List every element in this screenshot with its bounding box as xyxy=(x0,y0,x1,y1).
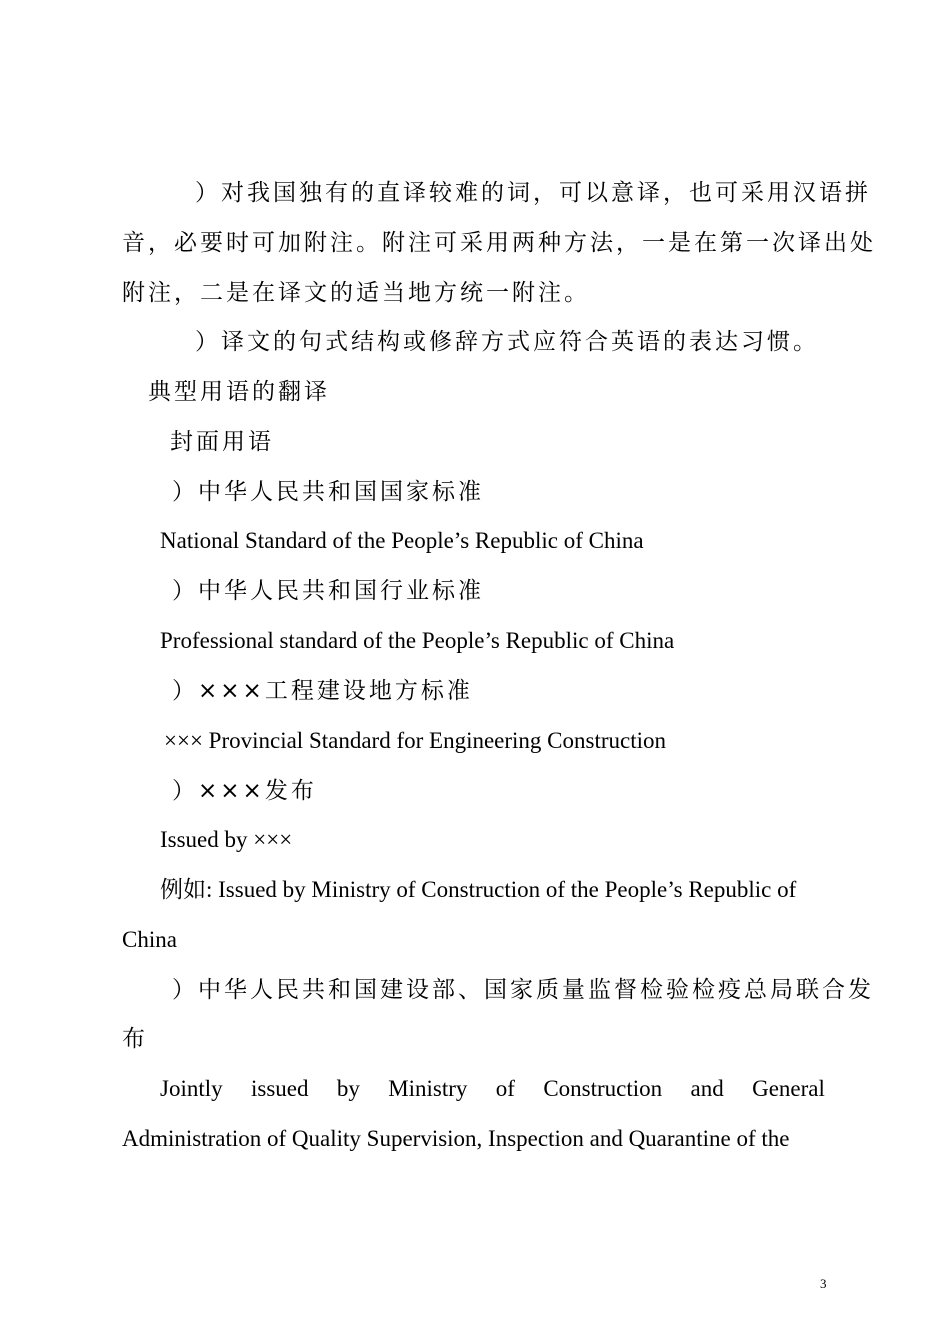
list-item-en: Issued by ××× xyxy=(160,827,293,852)
word: of xyxy=(495,1076,515,1101)
list-item-cn: ）中华人民共和国国家标准 xyxy=(172,479,484,505)
list-item-cn: ）×××工程建设地方标准 xyxy=(172,678,473,704)
list-item-en: Professional standard of the People’s Republic of China xyxy=(160,628,675,653)
section-heading: 典型用语的翻译 xyxy=(148,379,330,405)
paragraph-line: ）译文的句式结构或修辞方式应符合英语的表达习惯。 xyxy=(195,329,819,355)
list-item-cn: ）中华人民共和国行业标准 xyxy=(172,578,484,604)
word: General xyxy=(752,1076,825,1101)
word: Jointly xyxy=(160,1076,223,1101)
paragraph-line: Administration of Quality Supervision, Inspection and Quarantine of the xyxy=(122,1126,790,1151)
justified-line xyxy=(160,1074,825,1104)
word: Ministry xyxy=(388,1076,468,1101)
word: Construction xyxy=(543,1076,663,1101)
list-item-en: ××× Provincial Standard for Engineering Construction xyxy=(164,728,667,753)
subsection-heading: 封面用语 xyxy=(170,429,274,455)
list-item-cn: ）中华人民共和国建设部、国家质量监督检验检疫总局联合发 xyxy=(172,977,874,1003)
word: and xyxy=(690,1076,724,1101)
word: issued xyxy=(250,1076,309,1101)
list-item-cn-continued: 布 xyxy=(122,1026,148,1052)
list-item-en: National Standard of the People’s Republic of China xyxy=(160,528,644,553)
paragraph-line: ）对我国独有的直译较难的词，可以意译，也可采用汉语拼 xyxy=(195,180,871,206)
list-item-cn: ）×××发布 xyxy=(172,778,317,804)
paragraph-line: 附注，二是在译文的适当地方统一附注。 xyxy=(122,280,590,306)
page-number: 3 xyxy=(820,1276,827,1291)
paragraph-line: 音，必要时可加附注。附注可采用两种方法，一是在第一次译出处 xyxy=(122,230,876,256)
word: by xyxy=(336,1076,360,1101)
example-line-continued: China xyxy=(122,927,177,952)
example-line: 例如: Issued by Ministry of Construction of the People’s Republic of xyxy=(160,877,797,902)
